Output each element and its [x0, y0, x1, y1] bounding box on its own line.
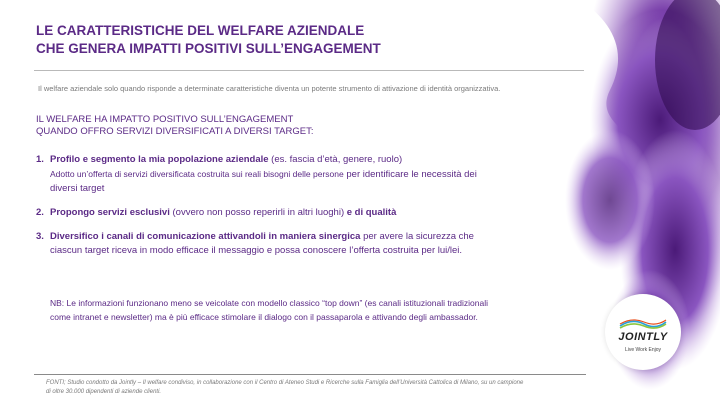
item-number: 3. [36, 231, 44, 242]
logo-wave-icon [618, 318, 668, 330]
top-divider [34, 70, 584, 71]
intro-text: Il welfare aziendale solo quando risponde a determinate caratteristiche diventa un potente strumento di attivazione di identità organizzativa. [38, 84, 501, 93]
subheading [36, 114, 456, 137]
logo-tagline: Live Work Enjoy [624, 347, 662, 353]
item-text: per avere la sicurezza che ciascun target riceva in modo efficace il messaggio e possa conoscere l’offerta costruita per lui/lei. [50, 231, 474, 256]
list-item [36, 230, 506, 258]
item-number: 1. [36, 154, 44, 165]
slide-title [36, 22, 536, 58]
list-item [36, 153, 506, 196]
item-subtext-small: Adotto un’offerta di servizi diversificata costruita sui reali bisogni delle persone [50, 169, 344, 179]
item-bold: Propongo servizi esclusivi [50, 207, 170, 218]
title-line-2: CHE GENERA IMPATTI POSITIVI SULL’ENGAGEMENT [36, 41, 381, 56]
logo-name: JOINTLY [618, 331, 668, 343]
source-note: FONTI; Studio condotto da Jointly – Il welfare condiviso, in collaborazione con il Centro di Ateneo Studi e Ricerche sulla Famiglia dell’Università Cattolica di Milano, su un campione di oltre 30.000 dipendenti di aziende clienti. [46, 380, 524, 395]
nb-note: NB: Le informazioni funzionano meno se veicolate con modello classico “top down” (es canali istituzionali tradizionali come intranet e newsletter) ma è più efficace stimolare il dialogo con il passaparola e attivando degli ambassador. [50, 298, 488, 322]
item-number: 2. [36, 207, 44, 218]
list-item [36, 206, 506, 220]
item-subtext-rest: per identificare le necessità dei diversi target [50, 169, 477, 194]
feature-list [36, 153, 506, 268]
item-bold: Diversifico i canali di comunicazione attivandoli in maniera sinergica [50, 231, 361, 242]
item-subtext [50, 167, 506, 196]
bottom-divider [34, 374, 586, 375]
item-text: (ovvero non posso reperirli in altri luoghi) [169, 207, 347, 218]
item-bold: Profilo e segmento la mia popolazione aziendale [50, 154, 269, 165]
item-text: (es. fascia d’età, genere, ruolo) [268, 154, 403, 165]
title-line-1: LE CARATTERISTICHE DEL WELFARE AZIENDALE [36, 23, 365, 38]
item-bold-2: e di qualità [346, 207, 397, 218]
subheading-line-1: IL WELFARE HA IMPATTO POSITIVO SULL’ENGAGEMENT [36, 114, 294, 125]
subheading-line-2: QUANDO OFFRO SERVIZI DIVERSIFICATI A DIVERSI TARGET: [36, 125, 314, 137]
